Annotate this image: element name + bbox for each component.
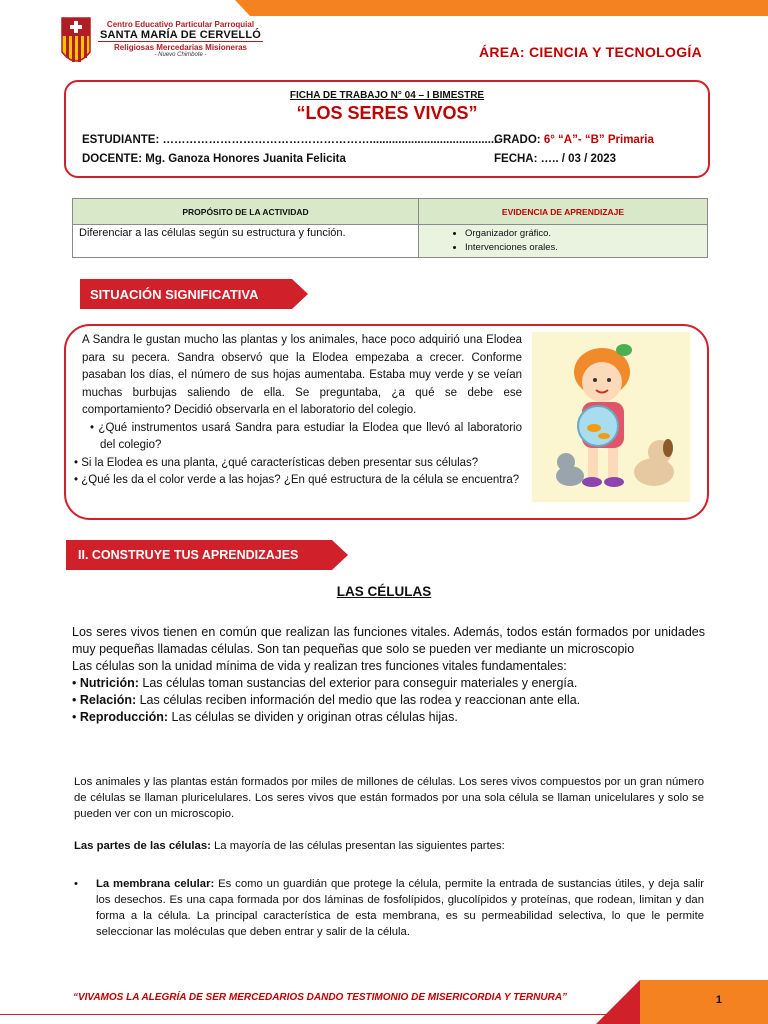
table-row [73,225,708,258]
grade-field [494,134,654,146]
situation-text [74,332,522,490]
paragraph-3: Los animales y las plantas están formados por miles de millones de células. Los seres vivos compuestos por un gran número de células se llaman pluricelulares. Los seres vivos que están formados por una sola célula se llaman unicelulares y solo se pueden ver con un microscopio. [74,776,704,820]
grade-label: GRADO: [494,134,541,146]
student-field: ESTUDIANTE: ………………………………………………........................................ [82,134,498,146]
question-3: • ¿Qué les da el color verde a las hojas? ¿En qué estructura de la célula se encuentra? [74,474,520,486]
school-name: SANTA MARÍA DE CERVELLÓ [99,29,262,41]
reproduccion-text: Las células se dividen y originan otras células hijas. [168,710,458,724]
question-2: • Si la Elodea es una planta, ¿qué características deben presentar sus células? [74,456,479,469]
nutricion-label: Nutrición: [79,676,139,690]
paragraph-1: Los seres vivos tienen en común que realizan las funciones vitales. Además, todos están formados por unidades muy pequeñas llamadas células. Son tan pequeñas que solo se pueden ver mediante un microscopio [72,625,705,656]
list-item-nutricion: • Nutrición: Las células toman sustancias del exterior para conseguir materiales y energía. [72,676,578,690]
area-title: ÁREA: CIENCIA Y TECNOLOGÍA [478,44,702,60]
parts-intro [74,838,704,854]
evidence-list [465,227,701,255]
school-logo [60,16,260,72]
footer-rule [0,1014,640,1024]
intro-paragraph [72,624,705,726]
evidence-cell [419,225,708,258]
question-1: • ¿Qué instrumentos usará Sandra para estudiar la Elodea que llevó al laboratorio del colegio? [90,421,522,451]
situation-banner: SITUACIÓN SIGNIFICATIVA [80,279,292,309]
date-field: FECHA: ….. / 03 / 2023 [494,153,617,165]
build-learning-banner: II. CONSTRUYE TUS APRENDIZAJES [66,540,332,570]
footer-red-triangle [596,980,640,1024]
list-item-relacion: • Relación: Las células reciben información del medio que las rodea y reaccionan ante ella. [72,693,581,707]
top-accent-bar [250,0,768,16]
paragraph-2: Las células son la unidad mínima de vida y realizan tres funciones vitales fundamentales: [72,659,567,673]
section-title: LAS CÉLULAS [336,584,432,599]
relacion-text: Las células reciben información del medio que las rodea y reaccionan ante ella. [136,693,581,707]
situation-story: A Sandra le gustan mucho las plantas y los animales, hace poco adquirió una Elodea para su pecera. Sandra observó que la Elodea empezaba a crecer. Conforme pasaban los días, el número de sus hojas aumentaba. Estaba muy verde y se veían muchas burbujas saliendo de ella. Se preguntaba, ¿a qué se debe ese comportamiento? Decidió observarla en el laboratorio del colegio. [82,334,522,416]
school-type: Centro Educativo Particular Parroquial [106,20,255,29]
worksheet-title: “LOS SERES VIVOS” [296,103,478,123]
nutricion-text: Las células toman sustancias del exterior para conseguir materiales y energía. [138,676,578,690]
bullet-icon: • [74,878,78,890]
grade-value: 6° “A”- “B” Primaria [543,134,654,146]
reproduccion-label: Reproducción: [79,710,169,724]
school-location: - Nuevo Chimbote - [154,52,207,58]
table-header-row [73,199,708,225]
membrane-label: La membrana celular: [96,878,215,890]
worksheet-header [64,80,710,178]
parts-label: Las partes de las células: [74,840,211,852]
shield-icon [60,16,92,72]
page-number: 1 [715,994,722,1006]
footer-motto: “VIVAMOS LA ALEGRÍA DE SER MERCEDARIOS DANDO TESTIMONIO DE MISERICORDIA Y TERNURA” [72,992,568,1003]
teacher-field: DOCENTE: Mg. Ganoza Honores Juanita Felicita [82,153,346,165]
evidence-item: • Organizador gráfico. [465,227,701,241]
list-item-reproduccion: • Reproducción: Las células se dividen y originan otras células hijas. [72,710,458,724]
school-order: Religiosas Mercedarias Misioneras [98,41,263,52]
parts-text: La mayoría de las células presentan las siguientes partes: [210,840,505,852]
purpose-table [72,198,708,258]
membrane-item [74,876,704,940]
footer-orange-block [640,980,768,1024]
school-name-block [98,20,263,58]
evidence-item: • Intervenciones orales. [465,241,701,255]
top-accent-notch [235,0,250,16]
relacion-label: Relación: [79,693,137,707]
evidence-header: EVIDENCIA DE APRENDIZAJE [419,199,708,225]
purpose-header: PROPÓSITO DE LA ACTIVIDAD [73,199,419,225]
membrane-text: Es como un guardián que protege la célula, permite la entrada de sustancias útiles, y deja salir los desechos. Es una capa formada por dos láminas de fosfolípidos, glucolípidos y proteínas, que rodean, limitan y dan forma a la célula. La principal característica de esta membrana, es su permeabilidad selectiva, lo que le permite seleccionar las moléculas que deben entrar y salir de la célula. [96,878,704,938]
girl-with-fishbowl-illustration [532,332,690,502]
purpose-cell: Diferenciar a las células según su estructura y función. [73,225,419,258]
situation-box [64,324,709,520]
worksheet-number: FICHA DE TRABAJO N° 04 – I BIMESTRE [289,90,485,101]
